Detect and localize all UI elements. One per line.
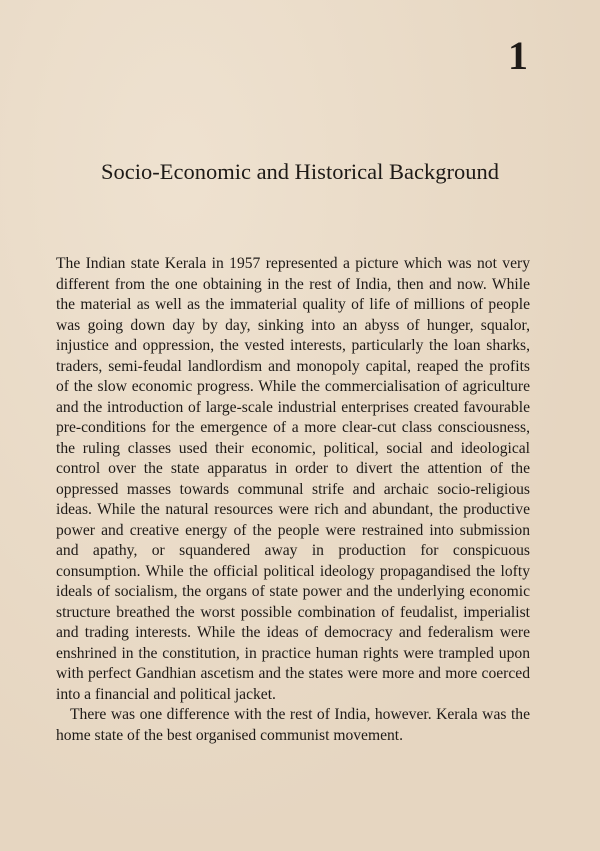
paragraph: The Indian state Kerala in 1957 represented a picture which was not very different from the one obtaining in the rest of India, then and now. While the material as well as the immaterial quality of life of millions of people was going down day by day, sinking into an abyss of hunger, squalor, injustice and oppression, the vested interests, particularly the loan sharks, traders, semi-feudal landlordism and monopoly capital, reaped the profits of the slow economic progress. While the commercialisation of agriculture and the introduction of large-scale industrial enterprises created favourable pre-conditions for the emergence of a more clear-cut class consciousness, the ruling classes used their economic, political, social and ideological control over the state apparatus in order to divert the attention of the oppressed masses towards communal strife and archaic socio-religious ideas. While the natural resources were rich and abundant, the productive power and creative energy of the people were restrained into submission and apathy, or squandered away in production for conspicuous consumption. While the official political ideology propagandised the lofty ideals of socialism, the organs of state power and the underlying economic structure breathed the worst possible combination of feudalist, imperialist and trading interests. While the ideas of democracy and federalism were enshrined in the constitution, in practice human rights were trampled upon with perfect Gandhian ascetism and the states were more and more coerced into a financial and political jacket. bbox=[56, 255, 530, 703]
paragraph: There was one difference with the rest of India, however. Kerala was the home state of the best organised communist movement. bbox=[56, 706, 530, 744]
body-text bbox=[56, 254, 530, 746]
chapter-title: Socio-Economic and Historical Background bbox=[100, 159, 500, 184]
chapter-number: 1 bbox=[508, 33, 528, 78]
